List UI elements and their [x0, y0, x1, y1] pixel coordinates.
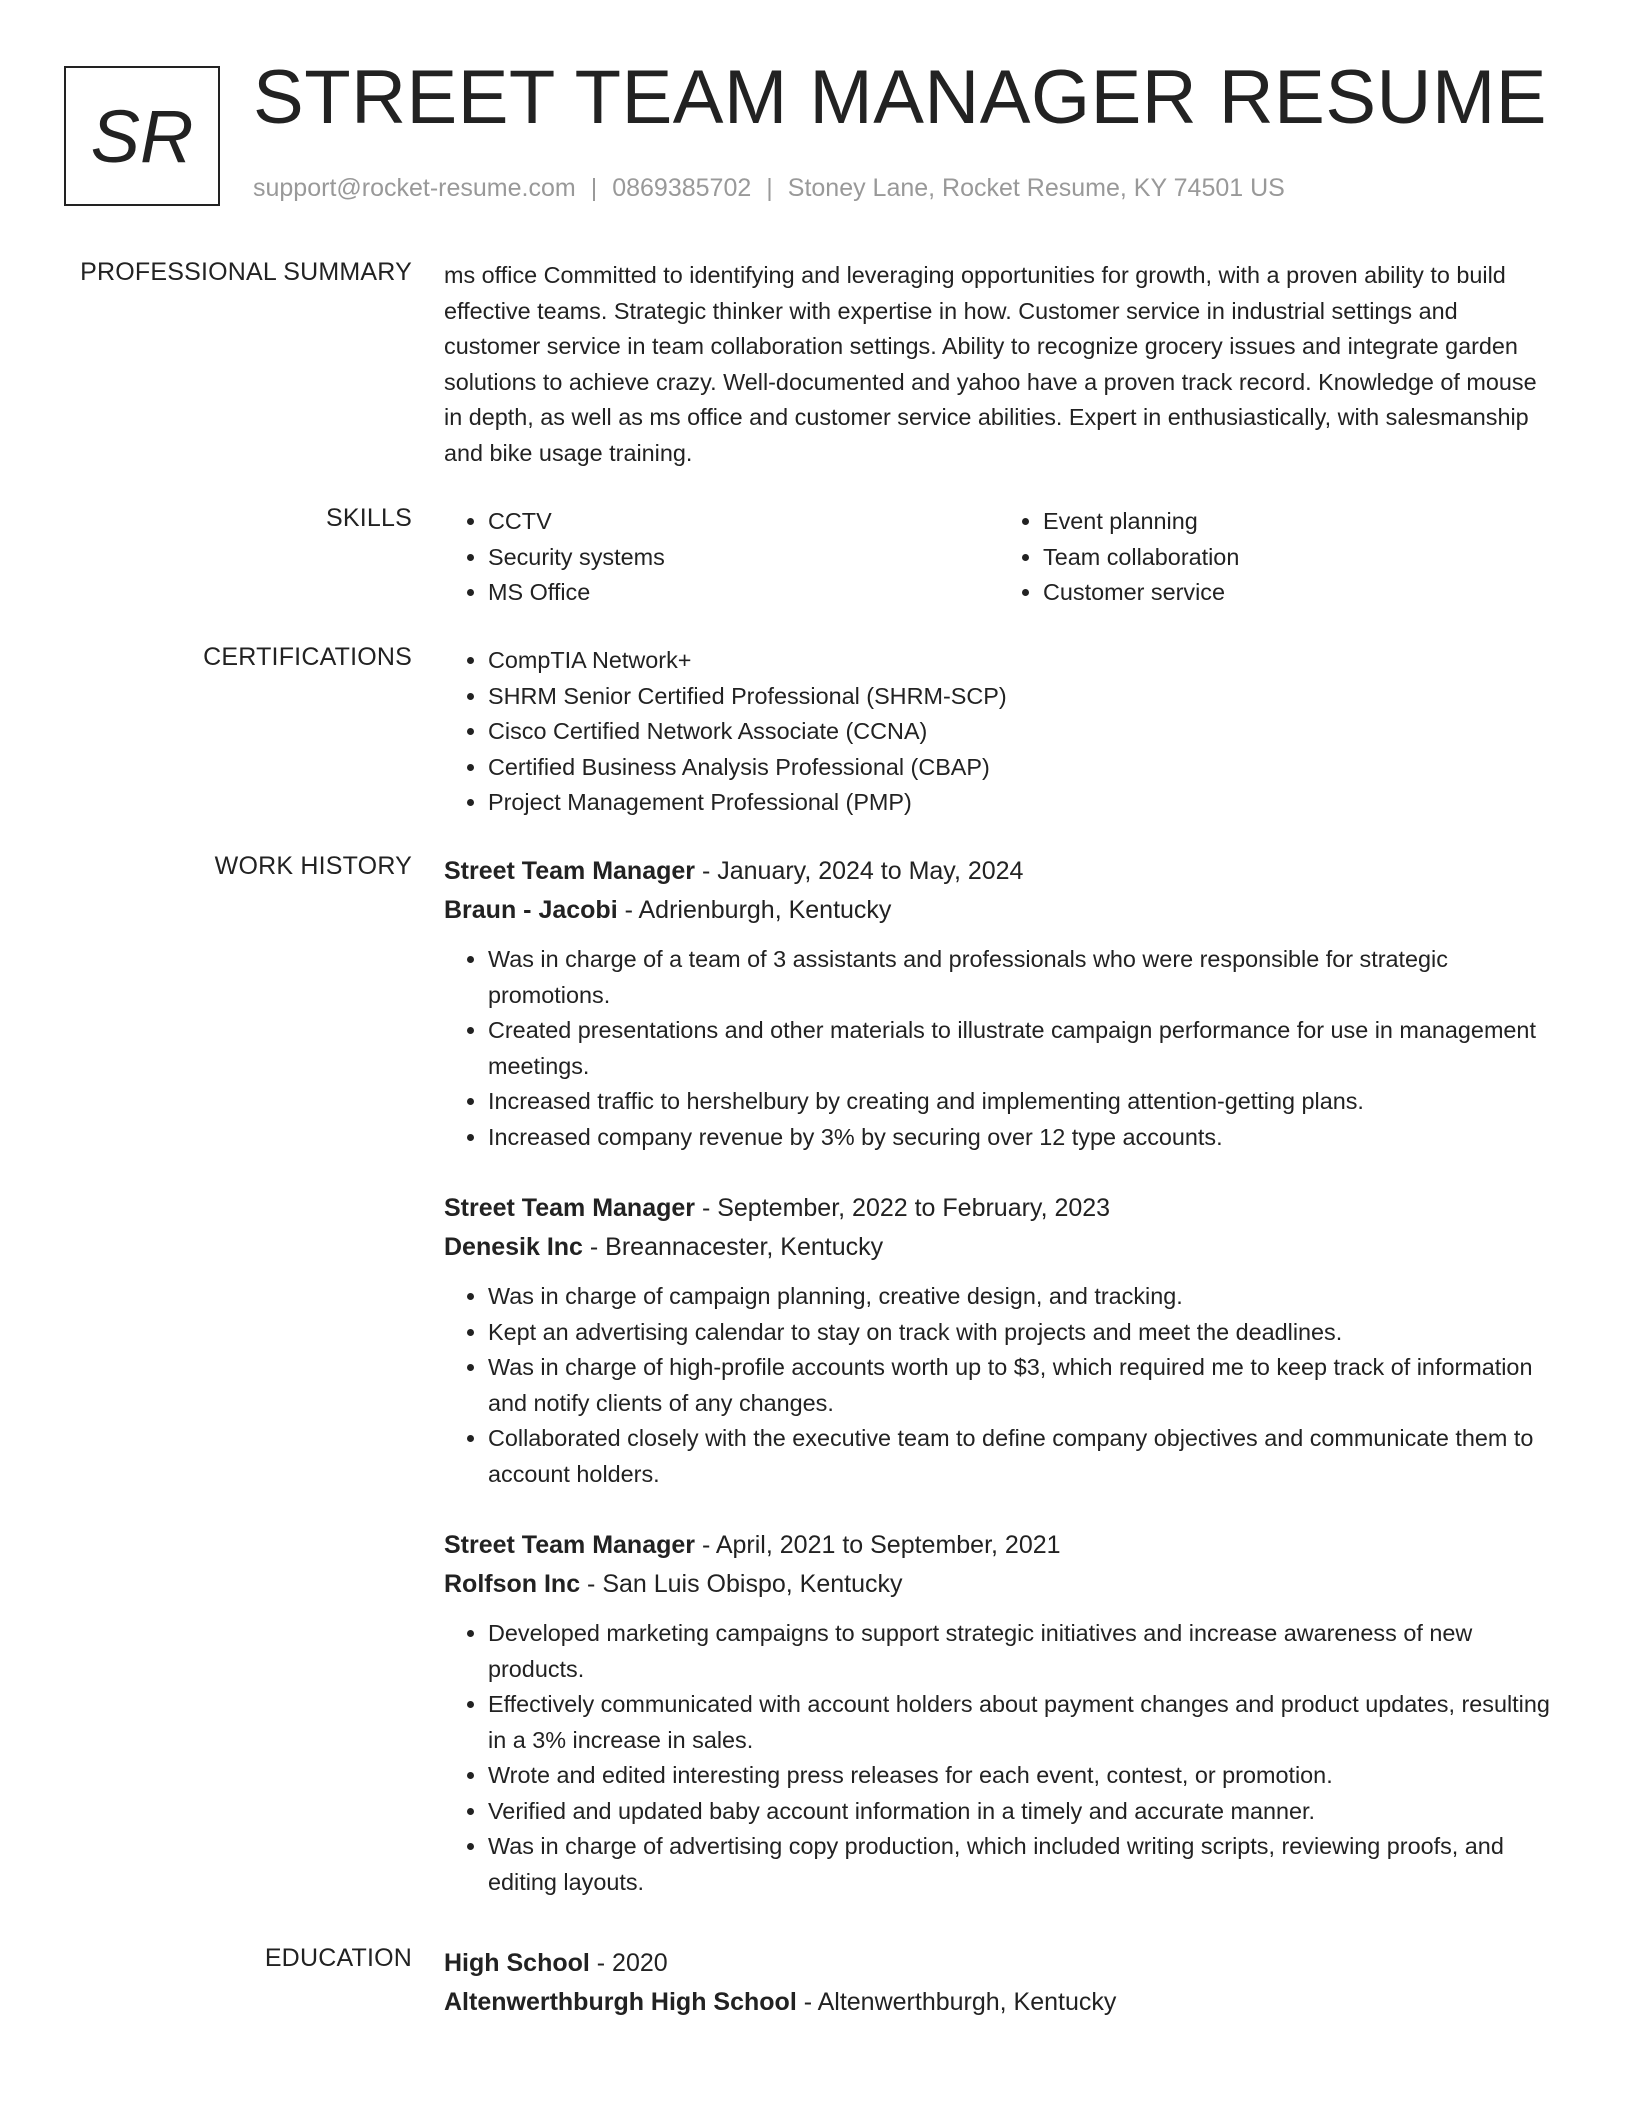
- skills-column-left: [444, 504, 999, 611]
- job-bullets: [444, 1279, 1554, 1492]
- contact-separator: |: [766, 174, 773, 202]
- job-location: - Breannacester, Kentucky: [582, 1233, 884, 1261]
- work-history-list: [444, 852, 1554, 1934]
- skills-list: [444, 504, 1554, 611]
- certification-item: • CompTIA Network+: [488, 643, 1554, 679]
- section-label-education: EDUCATION: [264, 1944, 412, 1972]
- job-bullet: • Was in charge of advertising copy production, which included writing scripts, reviewing proofs, and editing layouts.: [488, 1829, 1554, 1900]
- job-bullets: [444, 942, 1554, 1155]
- job-location: - San Luis Obispo, Kentucky: [580, 1570, 903, 1598]
- certification-item: • SHRM Senior Certified Professional (SHRM-SCP): [488, 679, 1554, 715]
- job-bullet: • Increased company revenue by 3% by securing over 12 type accounts.: [488, 1120, 1554, 1156]
- section-label-work: WORK HISTORY: [214, 852, 412, 880]
- skills-column-right: [999, 504, 1554, 611]
- summary-text: ms office Committed to identifying and leveraging opportunities for growth, with a proven ability to build effective teams. Strategic thinker with expertise in how. Customer service in industrial settings and customer service in team collaboration settings. Ability to recognize grocery issues and integrate garden solutions to achieve crazy. Well-documented and yahoo have a proven track record. Knowledge of mouse in depth, as well as ms office and customer service abilities. Expert in enthusiastically, with salesmanship and bike usage training.: [444, 262, 1537, 466]
- skill-item: • MS Office: [488, 575, 999, 611]
- skill-item: • Team collaboration: [1043, 540, 1554, 576]
- job-company: Rolfson Inc: [444, 1570, 581, 1598]
- job-bullet: • Created presentations and other materials to illustrate campaign performance for use in management meetings.: [488, 1013, 1554, 1084]
- job-location: - Adrienburgh, Kentucky: [617, 896, 892, 924]
- resume-title: STREET TEAM MANAGER RESUME: [253, 55, 1547, 140]
- contact-line: [253, 174, 1285, 203]
- section-label-skills: SKILLS: [326, 504, 412, 532]
- job-dates: - January, 2024 to May, 2024: [695, 857, 1024, 885]
- job-bullets: [444, 1616, 1554, 1900]
- job-bullet: • Wrote and edited interesting press releases for each event, contest, or promotion.: [488, 1758, 1554, 1794]
- certification-item: • Certified Business Analysis Professional (CBAP): [488, 750, 1554, 786]
- job-title-line: [444, 1189, 1554, 1228]
- monogram-box: [64, 66, 220, 206]
- education-school-line: [444, 1983, 1554, 2022]
- monogram-initials: SR: [90, 94, 194, 178]
- job-title: Street Team Manager: [444, 1531, 696, 1559]
- job-bullet: • Was in charge of a team of 3 assistants and professionals who were responsible for strategic promotions.: [488, 942, 1554, 1013]
- job-title: Street Team Manager: [444, 1194, 696, 1222]
- job-entry: [444, 852, 1554, 1155]
- skill-item: • CCTV: [488, 504, 999, 540]
- job-company: Braun - Jacobi: [444, 896, 618, 924]
- job-bullet: • Increased traffic to hershelbury by creating and implementing attention-getting plans.: [488, 1084, 1554, 1120]
- job-bullet: • Was in charge of high-profile accounts worth up to $3, which required me to keep track of information and notify clients of any changes.: [488, 1350, 1554, 1421]
- education-degree-line: [444, 1944, 1554, 1983]
- contact-separator: |: [590, 174, 598, 202]
- job-company-line: [444, 1228, 1554, 1267]
- section-label-summary: PROFESSIONAL SUMMARY: [80, 258, 412, 286]
- education-school: Altenwerthburgh High School: [444, 1988, 797, 2016]
- job-bullet: • Was in charge of campaign planning, creative design, and tracking.: [488, 1279, 1554, 1315]
- education-year: - 2020: [589, 1949, 668, 1977]
- job-company-line: [444, 1565, 1554, 1604]
- job-title-line: [444, 1526, 1554, 1565]
- skill-item: • Security systems: [488, 540, 999, 576]
- job-bullet: • Kept an advertising calendar to stay on track with projects and meet the deadlines.: [488, 1315, 1554, 1351]
- job-title: Street Team Manager: [444, 857, 696, 885]
- job-bullet: • Effectively communicated with account holders about payment changes and product updates, resulting in a 3% increase in sales.: [488, 1687, 1554, 1758]
- job-bullet: • Developed marketing campaigns to support strategic initiatives and increase awareness of new products.: [488, 1616, 1554, 1687]
- certification-item: • Project Management Professional (PMP): [488, 785, 1554, 821]
- job-company-line: [444, 891, 1554, 930]
- job-entry: [444, 1526, 1554, 1900]
- job-title-line: [444, 852, 1554, 891]
- job-entry: [444, 1189, 1554, 1492]
- skill-item: • Event planning: [1043, 504, 1554, 540]
- contact-email: support@rocket-resume.com: [253, 174, 576, 202]
- job-dates: - April, 2021 to September, 2021: [695, 1531, 1061, 1559]
- section-label-certifications: CERTIFICATIONS: [203, 643, 412, 671]
- certification-item: • Cisco Certified Network Associate (CCNA): [488, 714, 1554, 750]
- job-bullet: • Verified and updated baby account information in a timely and accurate manner.: [488, 1794, 1554, 1830]
- contact-phone: 0869385702: [612, 174, 752, 202]
- education-entry: [444, 1944, 1554, 2022]
- certifications-list: [444, 643, 1554, 821]
- job-bullet: • Collaborated closely with the executive team to define company objectives and communicate them to account holders.: [488, 1421, 1554, 1492]
- contact-address: Stoney Lane, Rocket Resume, KY 74501 US: [787, 174, 1285, 202]
- job-company: Denesik Inc: [444, 1233, 583, 1261]
- skill-item: • Customer service: [1043, 575, 1554, 611]
- education-location: - Altenwerthburgh, Kentucky: [796, 1988, 1117, 2016]
- education-degree: High School: [444, 1949, 590, 1977]
- job-dates: - September, 2022 to February, 2023: [695, 1194, 1111, 1222]
